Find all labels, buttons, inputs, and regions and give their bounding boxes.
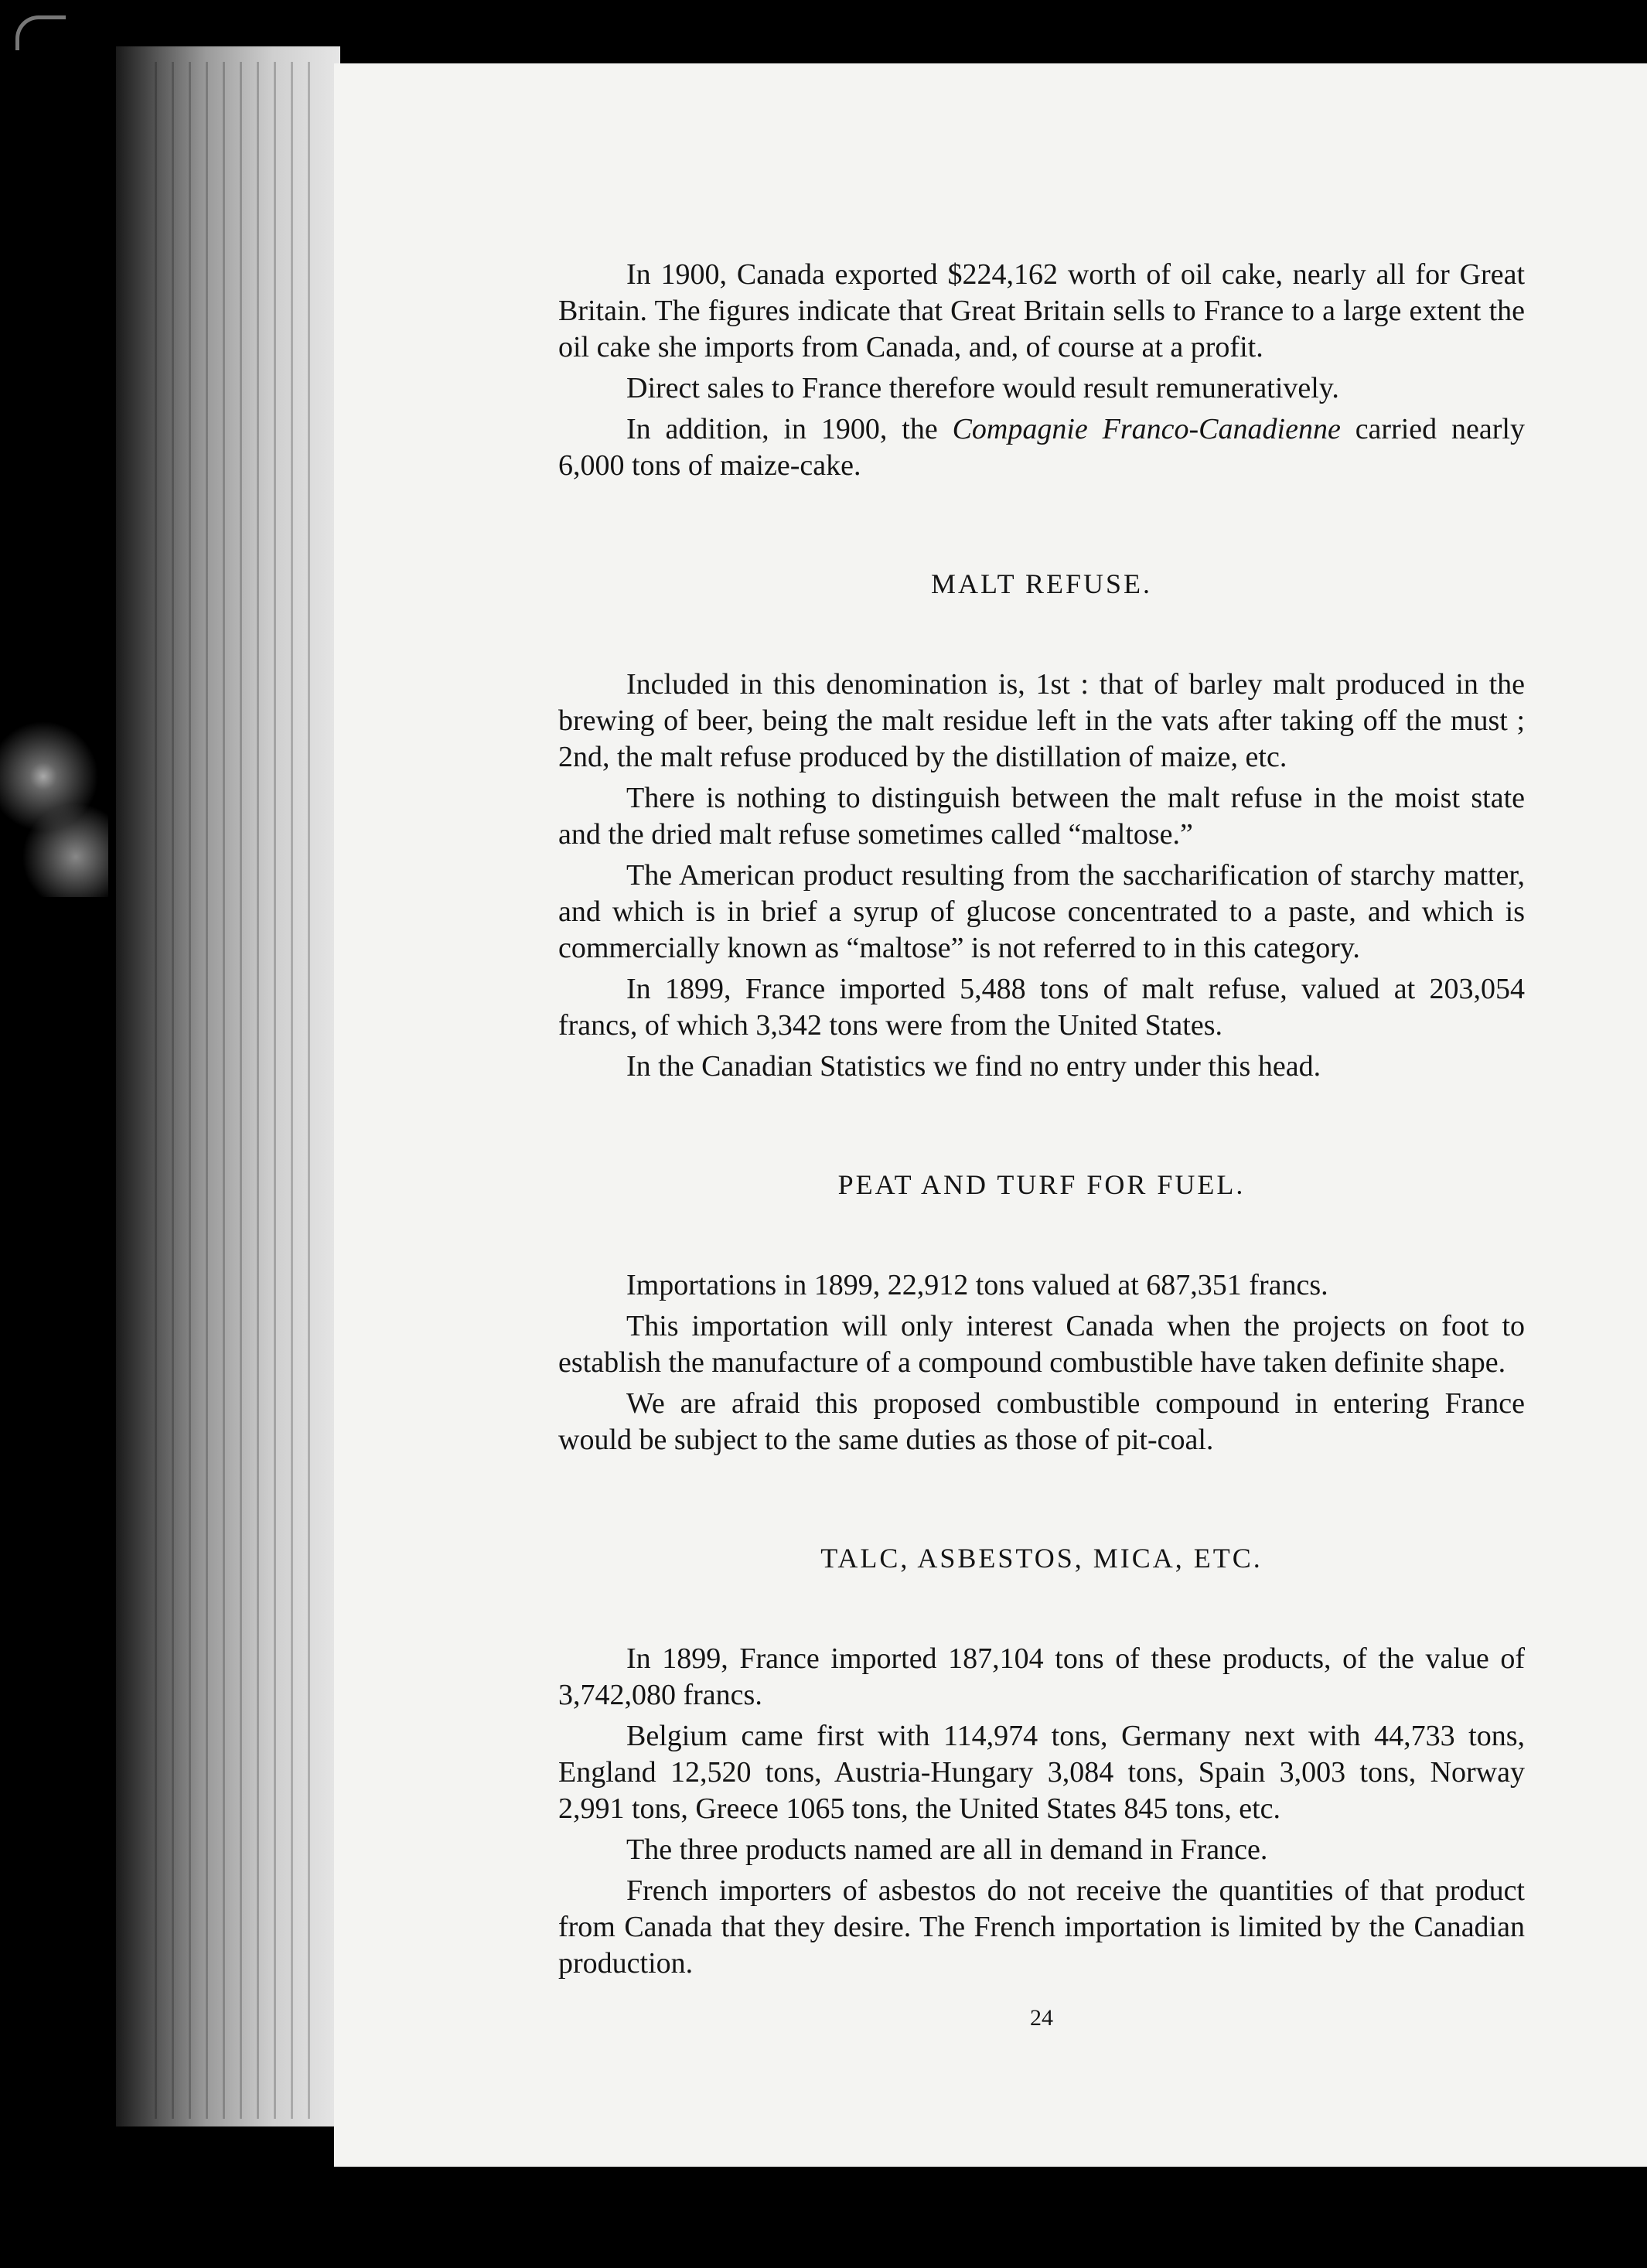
malt-paragraph-3: The American product resulting from the saccharification of starchy matter, and which is in brief a syrup of glucose concentrated to a paste, and which is commercially known as “maltose” is not referred to in this category. [558,859,1525,964]
intro-p3-after: carried nearly 6,000 tons of maize-cake. [558,413,1525,482]
malt-paragraph-5: In the Canadian Statistics we find no entry under this head. [626,1050,1321,1083]
peat-paragraph-2: This importation will only interest Canada when the projects on foot to establish the manufacture of a compound combustible have taken definite shape. [558,1310,1525,1379]
section-heading-malt-refuse: MALT REFUSE. [930,568,1153,599]
section-heading-talc-asbestos: TALC, ASBESTOS, MICA, ETC. [820,1543,1263,1574]
book-page [334,63,1647,2167]
peat-paragraph-1: Importations in 1899, 22,912 tons valued at 687,351 francs. [626,1269,1328,1301]
company-name: Compagnie Franco-Canadienne [952,413,1341,445]
peat-paragraph-3: We are afraid this proposed combustible compound in entering France would be subject to the same duties as those of pit-coal. [558,1387,1525,1456]
intro-paragraph-2: Direct sales to France therefore would result remuneratively. [626,372,1339,404]
talc-paragraph-2: Belgium came first with 114,974 tons, Germany next with 44,733 tons, England 12,520 tons, Austria-Hungary 3,084 tons, Spain 3,003 tons, Norway 2,991 tons, Greece 1065 tons, the United States 845 tons, etc. [558,1720,1525,1825]
scan-corner-mark [15,15,66,50]
book-edge-stripes [155,62,325,2119]
talc-paragraph-3: The three products named are all in demand in France. [626,1833,1268,1866]
talc-paragraph-1: In 1899, France imported 187,104 tons of these products, of the value of 3,742,080 francs. [558,1642,1525,1711]
page-text-block [558,257,1525,2031]
malt-paragraph-2: There is nothing to distinguish between the malt refuse in the moist state and the dried malt refuse sometimes called “maltose.” [558,782,1525,851]
page-number: 24 [1030,2005,1053,2031]
intro-p3-before: In addition, in 1900, the [626,413,953,445]
malt-paragraph-1: Included in this denomination is, 1st : that of barley malt produced in the brewing of beer, being the malt residue left in the vats after taking off the must ; 2nd, the malt refuse produced by the distillation of maize, etc. [558,668,1525,773]
intro-paragraph-1: In 1900, Canada exported $224,162 worth of oil cake, nearly all for Great Britain. The figures indicate that Great Britain sells to France to a large extent the oil cake she imports from Canada, and, of course at a profit. [558,258,1525,363]
scan-speckle [0,696,108,897]
talc-paragraph-4: French importers of asbestos do not receive the quantities of that product from Canada that they desire. The French importation is limited by the Canadian production. [558,1874,1525,1980]
section-heading-peat-turf: PEAT AND TURF FOR FUEL. [837,1169,1246,1200]
intro-paragraph-3 [558,411,1525,484]
malt-paragraph-4: In 1899, France imported 5,488 tons of malt refuse, valued at 203,054 francs, of which 3,342 tons were from the United States. [558,973,1525,1042]
